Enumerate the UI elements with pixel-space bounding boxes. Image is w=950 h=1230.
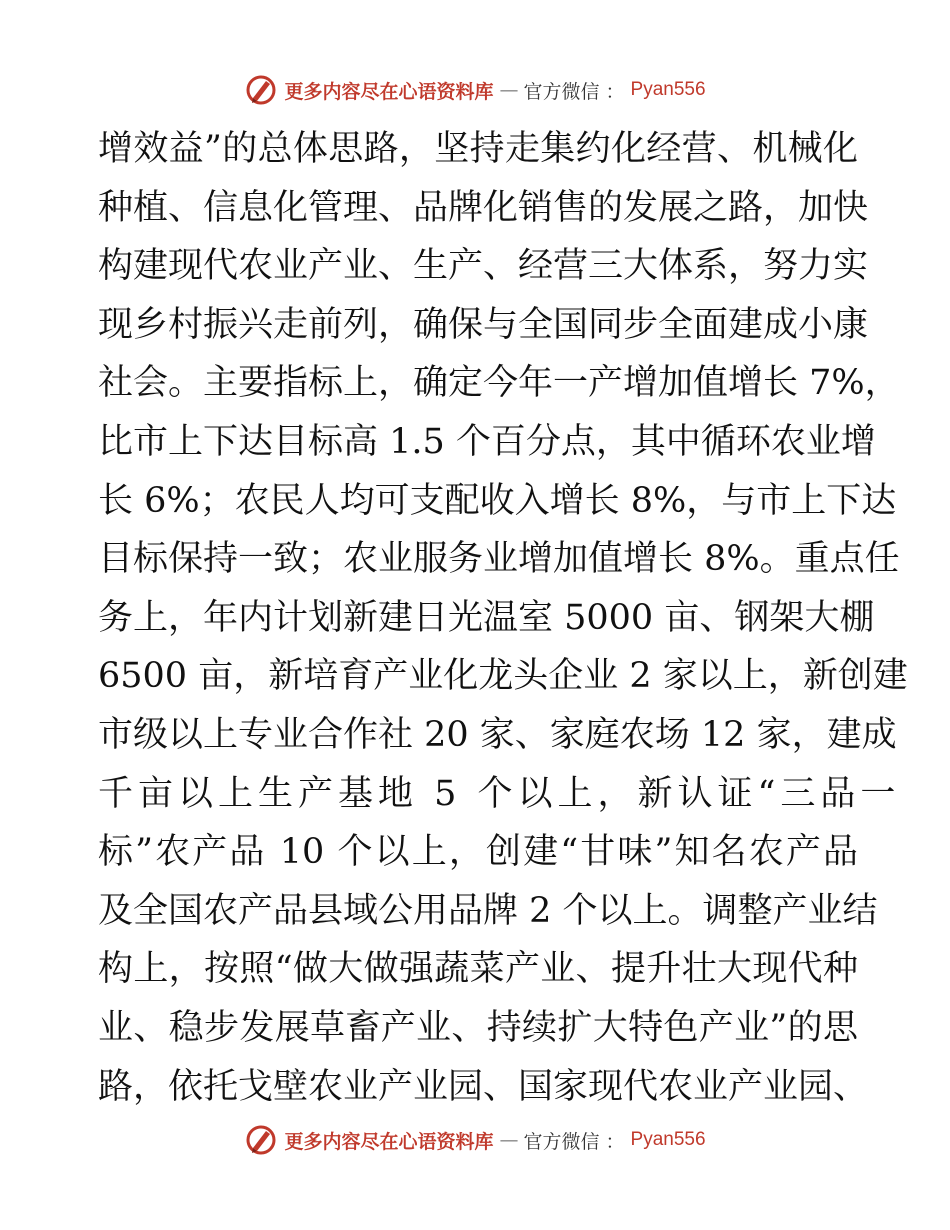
text-line: 比市上下达目标高 1.5 个百分点，其中循环农业增 <box>98 421 876 462</box>
text-line: 现乡村振兴走前列，确保与全国同步全面建成小康 <box>98 304 869 345</box>
text-line: 标”农产品 10 个以上，创建“甘味”知名农产品 <box>98 832 858 873</box>
pen-logo-icon <box>244 73 278 107</box>
text-line: 市级以上专业合作社 20 家、家庭农场 12 家，建成 <box>98 714 897 755</box>
text-line: 长 6%；农民人均可支配收入增长 8%，与市上下达 <box>98 480 897 521</box>
watermark-site-name: 更多内容尽在心语资料库 <box>284 1130 494 1153</box>
watermark-wechat-label: 官方微信 <box>523 1130 600 1153</box>
text-line: 构建现代农业产业、生产、经营三大体系，努力实 <box>98 246 869 287</box>
watermark-separator: ： <box>605 80 625 103</box>
document-body <box>98 120 908 1116</box>
text-line: 构上，按照“做大做强蔬菜产业、提升壮大现代种 <box>98 949 858 990</box>
footer-watermark <box>0 1120 950 1160</box>
watermark-wechat-label: 官方微信 <box>523 80 600 103</box>
watermark-dash: — <box>499 1129 518 1151</box>
header-watermark <box>0 70 950 110</box>
watermark-separator: ： <box>605 1130 625 1153</box>
text-line: 种植、信息化管理、品牌化销售的发展之路，加快 <box>98 187 869 228</box>
text-line: 千亩以上生产基地 5 个以上，新认证“三品一 <box>98 773 901 814</box>
text-line: 路，依托戈壁农业产业园、国家现代农业产业园、 <box>98 1066 869 1107</box>
watermark-site-name: 更多内容尽在心语资料库 <box>284 80 494 103</box>
text-line: 业、稳步发展草畜产业、持续扩大特色产业”的思 <box>98 1007 858 1048</box>
text-line: 务上，年内计划新建日光温室 5000 亩、钢架大棚 <box>98 597 875 638</box>
watermark-wechat-id: Pyan556 <box>630 79 706 100</box>
text-line: 目标保持一致；农业服务业增加值增长 8%。重点任 <box>98 539 900 580</box>
text-line: 增效益”的总体思路，坚持走集约化经营、机械化 <box>98 129 858 169</box>
text-line: 6500 亩，新培育产业化龙头企业 2 家以上，新创建 <box>98 656 908 697</box>
watermark-dash: — <box>499 79 518 101</box>
text-line: 社会。主要指标上，确定今年一产增加值增长 7%， <box>98 363 900 404</box>
pen-logo-icon <box>244 1123 278 1157</box>
text-line: 及全国农产品县域公用品牌 2 个以上。调整产业结 <box>98 890 878 931</box>
watermark-wechat-id: Pyan556 <box>630 1129 706 1150</box>
